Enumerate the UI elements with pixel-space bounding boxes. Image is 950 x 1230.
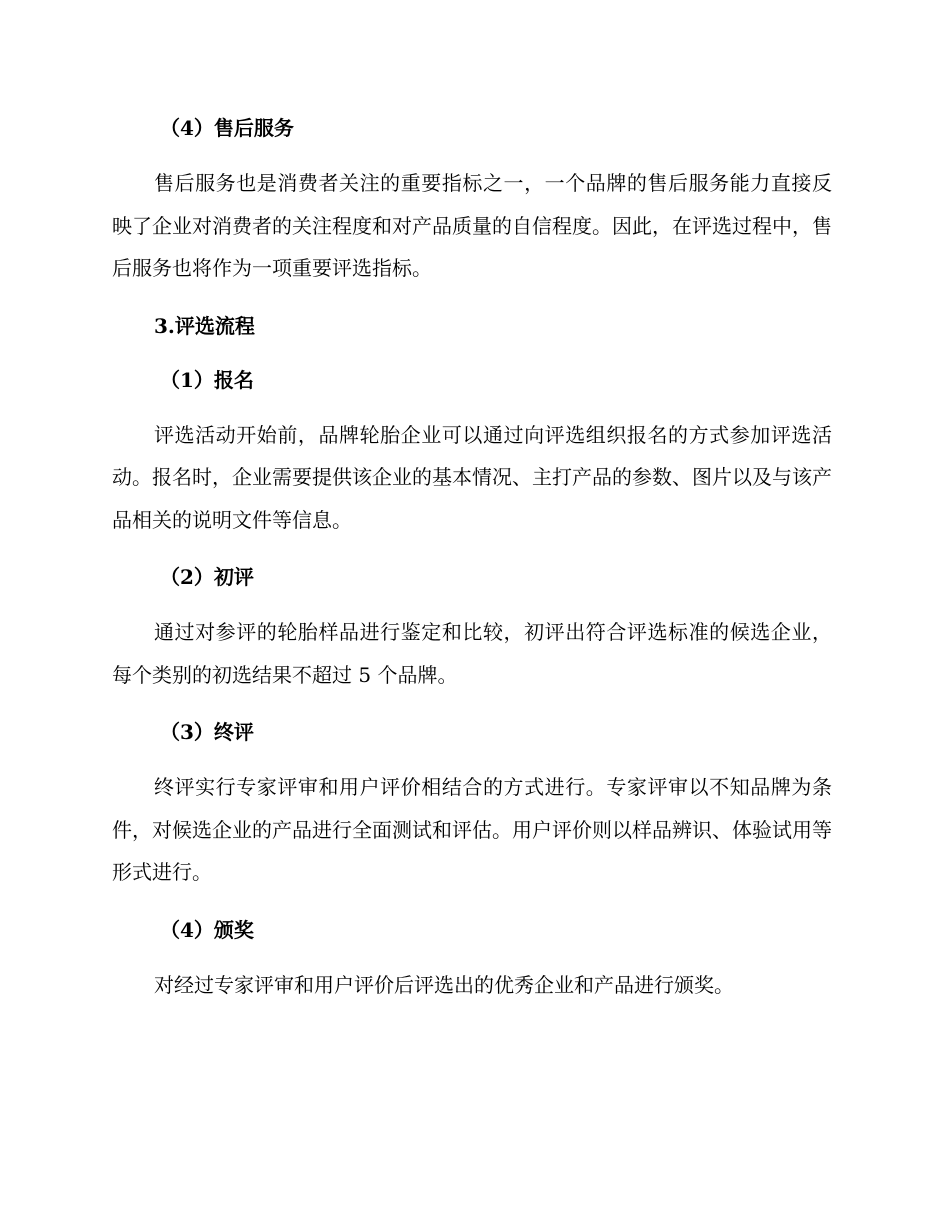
paragraph-award: 对经过专家评审和用户评价后评选出的优秀企业和产品进行颁奖。 [154,972,734,997]
paragraph-preliminary: 通过对参评的轮胎样品进行鉴定和比较，初评出符合评选标准的候选企业，每个类别的初选结果不超过 5 个品牌。 [112,620,832,687]
heading-registration: （1）报名 [160,367,254,392]
document-page [112,108,832,1006]
heading-after-sales: （4）售后服务 [160,116,294,140]
heading-process: 3.评选流程 [154,313,255,338]
paragraph-after-sales: 售后服务也是消费者关注的重要指标之一，一个品牌的售后服务能力直接反映了企业对消费者的关注程度和对产品质量的自信程度。因此，在评选过程中，售后服务也将作为一项重要评选指标。 [112,171,832,280]
heading-award: （4）颁奖 [160,917,254,942]
paragraph-registration: 评选活动开始前，品牌轮胎企业可以通过向评选组织报名的方式参加评选活动。报名时，企业需要提供该企业的基本情况、主打产品的参数、图片以及与该产品相关的说明文件等信息。 [112,422,832,532]
paragraph-final: 终评实行专家评审和用户评价相结合的方式进行。专家评审以不知品牌为条件，对候选企业的产品进行全面测试和评估。用户评价则以样品辨识、体验试用等形式进行。 [112,775,832,884]
heading-preliminary: （2）初评 [160,565,254,589]
heading-final: （3）终评 [160,720,254,744]
